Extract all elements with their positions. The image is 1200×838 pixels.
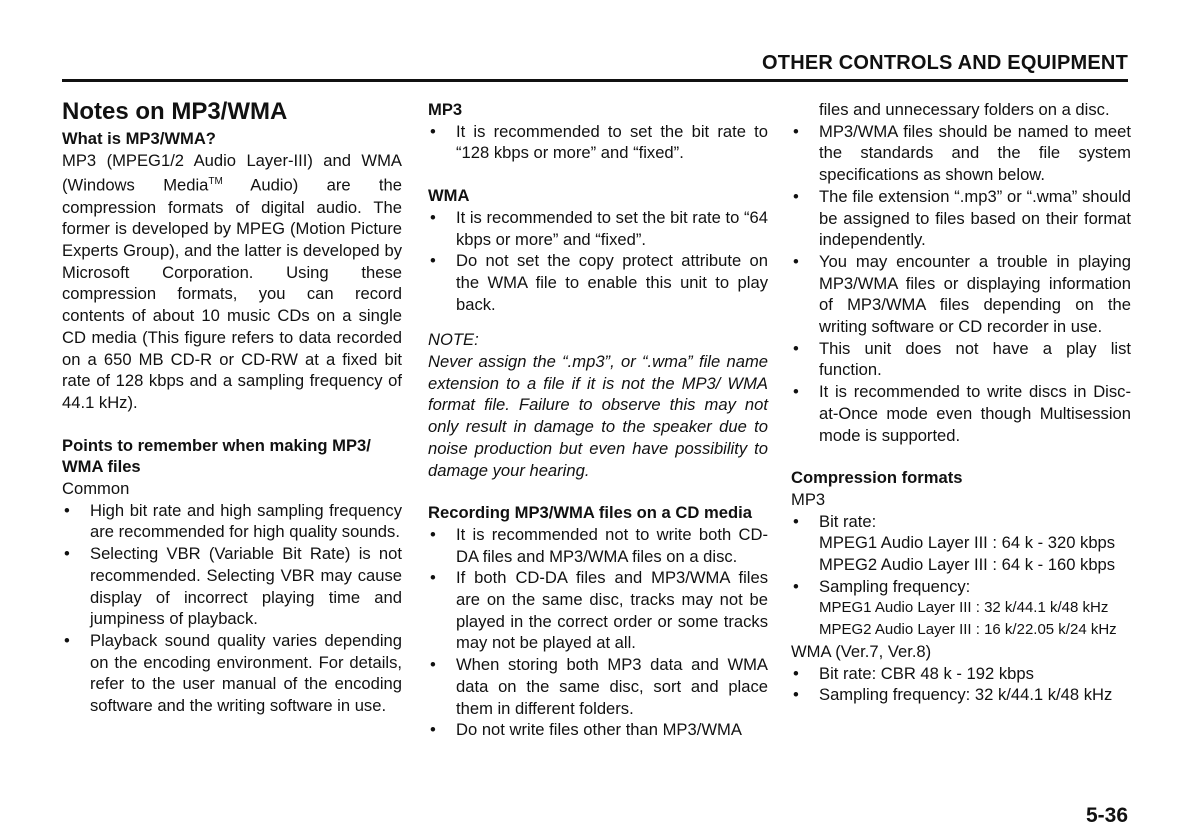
what-is-paragraph (62, 150, 402, 414)
column-3 (791, 99, 1131, 706)
mp3-sampling-mpeg1: MPEG1 Audio Layer III : 32 k/44.1 k/48 kHz (819, 599, 1109, 617)
mp3-format-list (791, 511, 1131, 533)
list-item: • When storing both MP3 data and WMA data on the same disc, sort and place them in different folders. (428, 654, 768, 719)
what-is-text-pre: MP3 (MPEG1/2 Audio Layer-III) and WMA (Windows Media (62, 150, 402, 195)
mp3-sampling-list (791, 576, 1131, 598)
list-item: • Sampling frequency: (791, 576, 1131, 598)
naming-list (791, 121, 1131, 447)
list-item: • Playback sound quality varies depending on the encoding environment. For details, refer to the user manual of the encoding software and the writing software in use. (62, 630, 402, 717)
points-heading: Points to remember when making MP3/ WMA files (62, 435, 371, 477)
what-is-text-post: Audio) are the compression formats of digital audio. The former is developed by MPEG (Motion Picture Experts Group), and the latter is developed by Microsoft Corporation. Using these compression formats, you can record contents of about 10 music CDs on a single CD media (This figure refers to data recorded on a 650 MB CD-R or CD-RW at a fixed bit rate of 128 kbps and a sampling frequency of 44.1 kHz). (62, 175, 402, 412)
list-item: • It is recommended to set the bit rate to “64 kbps or more” and “fixed”. (428, 207, 768, 250)
wma-format-label: WMA (Ver.7, Ver.8) (791, 641, 932, 661)
list-item: • You may encounter a trouble in playing MP3/WMA files or displaying information of MP3/WMA files depending on the writing software or CD recorder in use. (791, 251, 1131, 338)
section-header-title: OTHER CONTROLS AND EQUIPMENT (762, 52, 1128, 74)
wma-format-list (791, 663, 1131, 706)
mp3-bitrate-mpeg1: MPEG1 Audio Layer III : 64 k - 320 kbps (819, 533, 1116, 553)
column-1 (62, 99, 402, 717)
header-rule (62, 79, 1128, 82)
list-item: • It is recommended to write discs in Disc-at-Once mode even though Multisession mode is supported. (791, 381, 1131, 446)
common-list (62, 500, 402, 717)
recording-heading: Recording MP3/WMA files on a CD media (428, 503, 752, 523)
compression-heading: Compression formats (791, 468, 963, 488)
list-item: • It is recommended to set the bit rate to “128 kbps or more” and “fixed”. (428, 121, 768, 164)
list-item: • If both CD-DA files and MP3/WMA files are on the same disc, tracks may not be played in the correct order or some tracks may not be played at all. (428, 567, 768, 654)
trademark-superscript: TM (208, 176, 223, 188)
page-title: Notes on MP3/WMA (62, 98, 288, 125)
note-text: Never assign the “.mp3”, or “.wma” file name extension to a file if it is not the MP3/ WMA format file. Failure to observe this may not only result in damage to the speaker due to noise production but even have possibility to damage your hearing. (428, 352, 768, 480)
what-is-heading: What is MP3/WMA? (62, 129, 216, 148)
wma-heading: WMA (428, 186, 470, 206)
mp3-bitrate-mpeg2: MPEG2 Audio Layer III : 64 k - 160 kbps (819, 555, 1116, 575)
mp3-list (428, 121, 768, 164)
list-item: • Do not set the copy protect attribute on the WMA file to enable this unit to play back. (428, 250, 768, 315)
list-item: • Selecting VBR (Variable Bit Rate) is not recommended. Selecting VBR may cause display of incorrect playing time and jumpiness of playback. (62, 543, 402, 630)
list-item: • The file extension “.mp3” or “.wma” should be assigned to files based on their format independently. (791, 186, 1131, 251)
column-2 (428, 99, 768, 741)
page-number: 5-36 (1085, 804, 1128, 827)
list-item: • High bit rate and high sampling frequency are recommended for high quality sounds. (62, 500, 402, 543)
list-item: • It is recommended not to write both CD-DA files and MP3/WMA files on a disc. (428, 524, 768, 567)
mp3-format-label: MP3 (791, 489, 826, 509)
wma-list (428, 207, 768, 316)
mp3-sampling-mpeg2: MPEG2 Audio Layer III : 16 k/22.05 k/24 kHz (819, 621, 1117, 639)
continued-text: files and unnecessary folders on a disc. (819, 100, 1110, 119)
list-item: • Sampling frequency: 32 k/44.1 k/48 kHz (791, 684, 1131, 706)
list-item: • MP3/WMA files should be named to meet the standards and the file system specifications as shown below. (791, 121, 1131, 186)
list-item: • Do not write files other than MP3/WMA (428, 719, 768, 741)
list-item: • Bit rate: CBR 48 k - 192 kbps (791, 663, 1131, 685)
common-label: Common (62, 479, 130, 499)
recording-list (428, 524, 768, 741)
note-label: NOTE: (428, 330, 479, 350)
mp3-heading: MP3 (428, 100, 463, 119)
list-item: • Bit rate: (791, 511, 1131, 533)
list-item: • This unit does not have a play list function. (791, 338, 1131, 381)
